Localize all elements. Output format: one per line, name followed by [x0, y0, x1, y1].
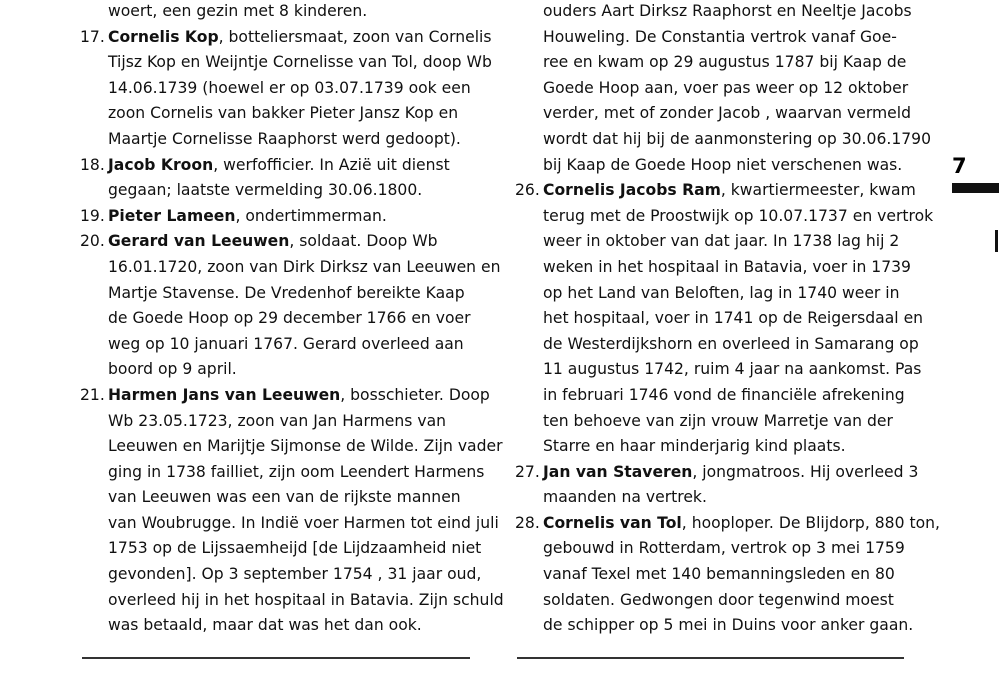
text-line: Houweling. De Constantia vertrok vanaf Goe- [543, 27, 897, 46]
text-line: de Goede Hoop op 29 december 1766 en voer [108, 309, 471, 328]
text-line: terug met de Proostwijk op 10.07.1737 en vertrok [543, 206, 934, 225]
text-line: in februari 1746 vond de financiële afrekening [543, 385, 905, 404]
item-text: , botteliersmaat, zoon van Cornelis [218, 27, 492, 46]
page-number: 7 [952, 154, 967, 178]
text-line: ree en kwam op 29 augustus 1787 bij Kaap de [543, 53, 907, 72]
item-number: 20. [80, 232, 105, 251]
list-item [80, 383, 490, 409]
left-column [80, 0, 504, 639]
item-text: , jongmatroos. Hij overleed 3 [692, 462, 919, 481]
text-line: 16.01.1720, zoon van Dirk Dirksz van Leeuwen en [108, 257, 501, 276]
text-line: weken in het hospitaal in Batavia, voer in 1739 [543, 257, 911, 276]
text-line: ouders Aart Dirksz Raaphorst en Neeltje Jacobs [543, 2, 912, 20]
text-line: wordt dat hij bij de aanmonstering op 30.06.1790 [543, 129, 932, 148]
text-line: gebouwd in Rotterdam, vertrok op 3 mei 1759 [543, 539, 905, 558]
footer-rule-left [82, 657, 470, 659]
text-line: bij Kaap de Goede Hoop niet verschenen was. [543, 155, 903, 174]
text-line: ging in 1738 failliet, zijn oom Leendert Harmens [108, 462, 485, 481]
person-name: Harmen Jans van Leeuwen [108, 385, 341, 404]
list-item [80, 153, 480, 179]
text-line: woert, een gezin met 8 kinderen. [108, 2, 368, 20]
text-line: ten behoeve van zijn vrouw Marretje van der [543, 411, 893, 430]
text-line: Martje Stavense. De Vredenhof bereikte Kaap [108, 283, 465, 302]
person-name: Gerard van Leeuwen [108, 232, 290, 251]
text-line: overleed hij in het hospitaal in Batavia. Zijn schuld [108, 590, 504, 609]
text-line: 14.06.1739 (hoewel er op 03.07.1739 ook een [108, 78, 471, 97]
text-line: verder, met of zonder Jacob , waarvan vermeld [543, 104, 911, 123]
list-item [515, 460, 920, 486]
text-line: soldaten. Gedwongen door tegenwind moest [543, 590, 894, 609]
item-text: , ondertimmerman. [235, 206, 387, 225]
text-line: maanden na vertrek. [543, 488, 707, 507]
person-name: Cornelis Kop [108, 27, 219, 46]
text-line: Maartje Cornelisse Raaphorst werd gedoopt). [108, 129, 461, 148]
text-line: zoon Cornelis van bakker Pieter Jansz Kop en [108, 104, 459, 123]
text-line: weg op 10 januari 1767. Gerard overleed aan [108, 334, 464, 353]
text-line: Wb 23.05.1723, zoon van Jan Harmens van [108, 411, 447, 430]
page-edge-mark [995, 230, 998, 252]
footer-rule-right [517, 657, 904, 659]
text-line: op het Land van Beloften, lag in 1740 weer in [543, 283, 900, 302]
item-number: 18. [80, 155, 105, 174]
item-number: 19. [80, 206, 105, 225]
item-number: 21. [80, 385, 105, 404]
list-item [515, 511, 940, 537]
item-number: 17. [80, 27, 105, 46]
text-line: Starre en haar minderjarig kind plaats. [543, 437, 846, 456]
text-line: Tijsz Kop en Weijntje Cornelisse van Tol, doop Wb [108, 53, 492, 72]
text-line: de schipper op 5 mei in Duins voor anker gaan. [543, 616, 914, 635]
text-line: van Leeuwen was een van de rijkste mannen [108, 488, 461, 507]
item-number: 28. [515, 513, 540, 532]
item-text: , soldaat. Doop Wb [289, 232, 438, 251]
person-name: Jan van Staveren [543, 462, 693, 481]
text-line: weer in oktober van dat jaar. In 1738 lag hij 2 [543, 232, 900, 251]
text-line: 11 augustus 1742, ruim 4 jaar na aankomst. Pas [543, 360, 922, 379]
person-name: Pieter Lameen [108, 206, 236, 225]
list-item [515, 178, 920, 204]
right-column [515, 0, 940, 639]
text-line: Leeuwen en Marijtje Sijmonse de Wilde. Zijn vader [108, 437, 503, 456]
item-text: , bosschieter. Doop [340, 385, 490, 404]
item-number: 27. [515, 462, 540, 481]
page-tab-marker [952, 183, 999, 193]
list-item [80, 25, 492, 51]
list-item [80, 229, 480, 255]
item-text: , werfofficier. In Azië uit dienst [213, 155, 450, 174]
person-name: Jacob Kroon [108, 155, 214, 174]
text-line: was betaald, maar dat was het dan ook. [108, 616, 422, 635]
text-line: boord op 9 april. [108, 360, 237, 379]
person-name: Cornelis Jacobs Ram [543, 181, 721, 200]
list-item [80, 204, 480, 230]
text-line: het hospitaal, voer in 1741 op de Reigersdaal en [543, 309, 924, 328]
text-line: gegaan; laatste vermelding 30.06.1800. [108, 181, 423, 200]
person-name: Cornelis van Tol [543, 513, 682, 532]
item-text: , hooploper. De Blijdorp, 880 ton, [681, 513, 940, 532]
text-line: van Woubrugge. In Indië voer Harmen tot eind juli [108, 513, 499, 532]
item-text: , kwartiermeester, kwam [720, 181, 916, 200]
text-line: de Westerdijkshorn en overleed in Samarang op [543, 334, 919, 353]
text-line: vanaf Texel met 140 bemanningsleden en 80 [543, 565, 895, 584]
text-line: 1753 op de Lijssaemheijd [de Lijdzaamheid niet [108, 539, 482, 558]
text-line: Goede Hoop aan, voer pas weer op 12 oktober [543, 78, 909, 97]
text-line: gevonden]. Op 3 september 1754 , 31 jaar oud, [108, 565, 482, 584]
item-number: 26. [515, 181, 540, 200]
